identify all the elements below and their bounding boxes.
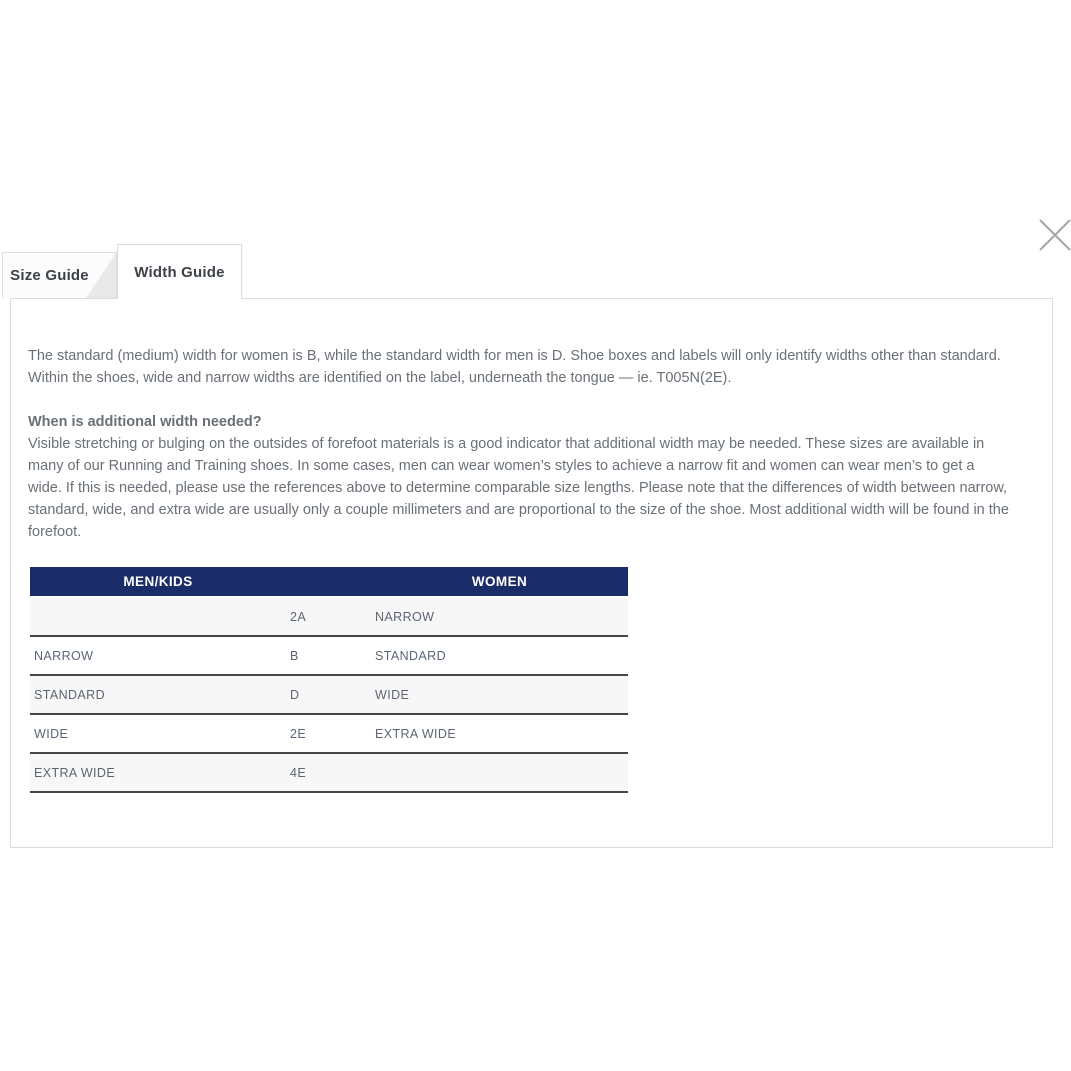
- width-guide-panel: [10, 298, 1053, 848]
- width-table-header-men-kids: MEN/KIDS: [30, 567, 286, 598]
- tab-size-guide-label: Size Guide: [10, 267, 89, 284]
- men-kids-cell: STANDARD: [30, 676, 286, 715]
- intro-paragraph: The standard (medium) width for women is B, while the standard width for men is D. Shoe boxes and labels will only identify widths other than standard. Within the shoes, wide and narrow widths are identified on the label, underneath the tongue — ie. T005N(2E).: [28, 348, 1001, 386]
- table-row: [30, 754, 628, 793]
- women-cell: EXTRA WIDE: [371, 715, 628, 754]
- width-code-cell: 4E: [286, 754, 371, 793]
- width-table: [30, 567, 628, 793]
- men-kids-cell: [30, 598, 286, 637]
- men-kids-cell: WIDE: [30, 715, 286, 754]
- close-icon: [1037, 216, 1071, 254]
- table-row: [30, 598, 628, 637]
- tab-width-guide[interactable]: [117, 244, 242, 299]
- width-code-cell: B: [286, 637, 371, 676]
- width-table-header-spacer: [286, 567, 371, 598]
- tab-size-guide[interactable]: [2, 252, 117, 298]
- width-code-cell: 2A: [286, 598, 371, 637]
- width-explanation-paragraph: Visible stretching or bulging on the outsides of forefoot materials is a good indicator that additional width may be needed. These sizes are available in many of our Running and Training shoes. In some cases, men can wear women’s styles to achieve a narrow fit and women can wear men’s to get a wide. If this is needed, please use the references above to determine comparable size lengths. Please note that the differences of width between narrow, standard, wide, and extra wide are usually only a couple millimeters and are proportional to the size of the shoe. Most additional width will be found in the forefoot.: [28, 436, 1009, 540]
- women-cell: WIDE: [371, 676, 628, 715]
- women-cell: STANDARD: [371, 637, 628, 676]
- table-row: [30, 676, 628, 715]
- tab-width-guide-label: Width Guide: [134, 263, 225, 281]
- tab-fold-decoration: [86, 253, 116, 298]
- width-code-cell: 2E: [286, 715, 371, 754]
- table-header-row: [30, 567, 628, 598]
- width-code-cell: D: [286, 676, 371, 715]
- men-kids-cell: EXTRA WIDE: [30, 754, 286, 793]
- table-row: [30, 637, 628, 676]
- close-button[interactable]: [1037, 216, 1071, 254]
- width-table-header-women: WOMEN: [371, 567, 628, 598]
- women-cell: [371, 754, 628, 793]
- women-cell: NARROW: [371, 598, 628, 637]
- men-kids-cell: NARROW: [30, 637, 286, 676]
- width-question-heading: When is additional width needed?: [28, 414, 262, 430]
- table-row: [30, 715, 628, 754]
